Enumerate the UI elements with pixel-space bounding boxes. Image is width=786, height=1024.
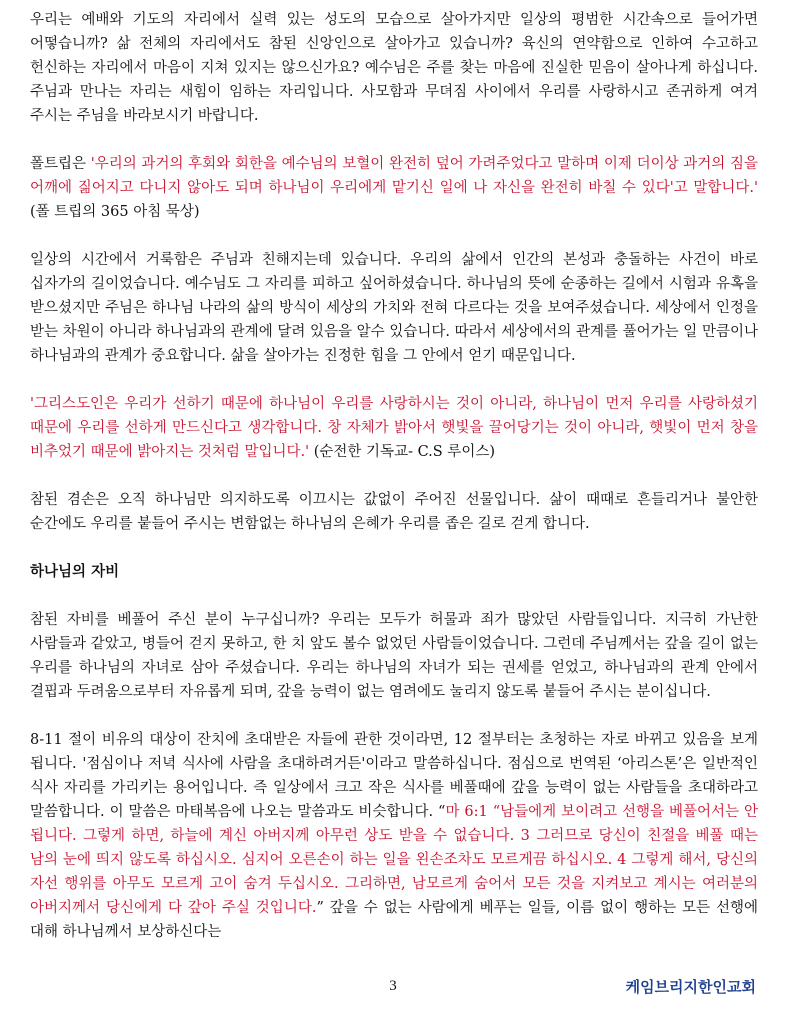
document-body	[30, 8, 758, 944]
quote-source: (순전한 기독교- C.S 루이스)	[309, 444, 495, 460]
paragraph-spacer	[30, 368, 758, 392]
paragraph-humility: 참된 겸손은 오직 하나님만 의지하도록 이끄시는 값없이 주어진 선물입니다. 삶이 때때로 흔들리거나 불안한 순간에도 우리를 붙들어 주시는 변함없는 하나님의 은혜가 우리를 좁은 길로 걷게 합니다.	[30, 492, 758, 532]
banquet-text-continued: ” 갚을 수 없는 사람에게 베푸는 일들, 이름 없이 행하는 모든 선행에 대해 하나님께서 보상하신다는	[30, 900, 759, 940]
paragraph-paul-tripp-quote	[30, 152, 758, 224]
paragraph-banquet	[30, 728, 758, 944]
paragraph-spacer	[30, 128, 758, 152]
paragraph-spacer	[30, 464, 758, 488]
paragraph-mercy: 참된 자비를 베풀어 주신 분이 누구십니까? 우리는 모두가 허물과 죄가 많았던 사람들입니다. 지극히 가난한 사람들과 같았고, 병들어 걷지 못하고, 한 치 앞도 볼수 없었던 사람들이었습니다. 그런데 주님께서는 갚을 길이 없는 우리를 하나님의 자녀로 삼아 주셨습니다. 우리는 하나님의 자녀가 되는 권세를 얻었고, 하나님과의 관계 안에서 결핍과 두려움으로부터 자유롭게 되며, 갚을 능력이 없는 염려에도 눌리지 않도록 붙들어 주시는 분이십니다.	[30, 612, 758, 700]
paragraph-cs-lewis-quote	[30, 392, 758, 464]
paragraph-spacer	[30, 536, 758, 560]
matthew-quote: 마 6:1 “남들에게 보이려고 선행을 베풀어서는 안 됩니다. 그렇게 하면, 하늘에 계신 아버지께 아무런 상도 받을 수 없습니다. 3 그러므로 당신이 친절을 베풀 때는 남의 눈에 띄지 않도록 하십시오. 심지어 오른손이 하는 일을 왼손조차도 모르게끔 하십시오. 4 그렇게 해서, 당신의 자선 행위를 아무도 모르게 고이 숨겨 두십시오. 그리하면, 남모르게 숨어서 모든 것을 지켜보고 계시는 여러분의 아버지께서 당신에게 다 갚아 주실 것입니다.	[30, 804, 759, 916]
church-name: 케임브리지한인교회	[625, 978, 756, 996]
page-number: 3	[389, 978, 397, 994]
paul-tripp-quote: '우리의 과거의 후회와 회한을 예수님의 보혈이 완전히 덮어 가려주었다고 말하며 이제 더이상 과거의 짐을 어깨에 짊어지고 다니지 않아도 되며 하나님이 우리에게 맡기신 일에 나 자신을 완전히 바칠 수 있다'고 말합니다.'	[30, 156, 759, 196]
section-heading: 하나님의 자비	[30, 564, 120, 580]
paragraph-spacer	[30, 224, 758, 248]
cs-lewis-quote: '그리스도인은 우리가 선하기 때문에 하나님이 우리를 사랑하시는 것이 아니라, 하나님이 먼저 우리를 사랑하셨기 때문에 우리를 선하게 만드신다고 생각합니다. 창 자체가 밝아서 햇빛을 끌어당기는 것이 아니라, 햇빛이 먼저 창을 비추었기 때문에 밝아지는 것처럼 말입니다.'	[30, 396, 758, 460]
quote-source: (폴 트립의 365 아침 묵상)	[30, 204, 200, 220]
paragraph-spacer	[30, 704, 758, 728]
quote-lead-text: 폴트립은	[30, 156, 91, 172]
paragraph-holiness: 일상의 시간에서 거룩함은 주님과 친해지는데 있습니다. 우리의 삶에서 인간의 본성과 충돌하는 사건이 바로 십자가의 길이었습니다. 예수님도 그 자리를 피하고 싶어하셨습니다. 하나님의 뜻에 순종하는 길에서 시험과 유혹을 받으셨지만 주님은 하나님 나라의 삶의 방식이 세상의 가치와 전혀 다르다는 것을 보여주셨습니다. 세상에서 인정을 받는 차원이 아니라 하나님과의 관계에 달려 있음을 알수 있습니다. 따라서 세상에서의 관계를 풀어가는 일 만큼이나 하나님과의 관계가 중요합니다. 삶을 살아가는 진정한 힘을 그 안에서 얻기 때문입니다.	[30, 252, 758, 364]
banquet-text: 8-11 절이 비유의 대상이 잔치에 초대받은 자들에 관한 것이라면, 12 절부터는 초청하는 자로 바뀌고 있음을 보게 됩니다. '점심이나 저녁 식사에 사람을 초대하려거든'이라고 말씀하십니다. 점심으로 번역된 ‘아리스톤’은 일반적인 식사 자리를 가리키는 용어입니다. 즉 일상에서 크고 작은 식사를 베풀때에 갚을 능력이 없는 사람들을 초대하라고 말씀합니다. 이 말씀은 마태복음에 나오는 말씀과도 비슷합니다. “	[30, 732, 759, 820]
paragraph-spacer	[30, 584, 758, 608]
paragraph-everyday-faith: 우리는 예배와 기도의 자리에서 실력 있는 성도의 모습으로 살아가지만 일상의 평범한 시간속으로 들어가면 어떻습니까? 삶 전체의 자리에서도 참된 신앙인으로 살아가고 있습니까? 육신의 연약함으로 인하여 수고하고 헌신하는 자리에서 마음이 지쳐 있지는 않으신가요? 예수님은 주를 찾는 마음에 진실한 믿음이 살아나게 하십니다. 주님과 만나는 자리는 새힘이 임하는 자리입니다. 사모함과 무뎌짐 사이에서 우리를 사랑하시고 존귀하게 여겨 주시는 주님을 바라보시기 바랍니다.	[30, 12, 758, 124]
